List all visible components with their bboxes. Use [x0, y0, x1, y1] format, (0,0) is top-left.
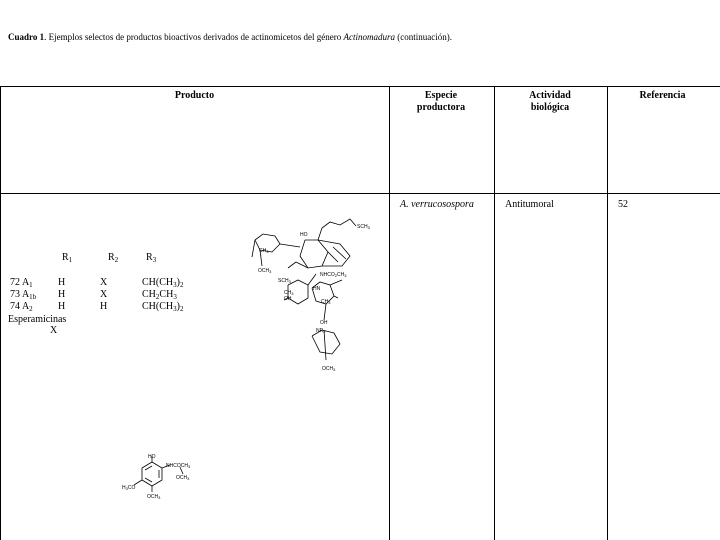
label-och3-left: $OCH_3$ [258, 268, 272, 274]
label-oh-mid: OH [284, 296, 292, 302]
compound-r2: X [100, 289, 108, 300]
table-caption [8, 31, 708, 43]
label-ch3-right: $CH_3$ [321, 299, 331, 305]
compound-r3: $CH_2CH_3$ [142, 289, 177, 301]
col-header-r1: $R_1$ [62, 252, 73, 264]
header-especie: Especie productora [416, 90, 466, 113]
label-hn: HN [313, 286, 321, 292]
table-top-border [0, 86, 720, 87]
col-divider-2 [494, 86, 495, 540]
label-nr2: $NR_2$ [316, 328, 326, 334]
compound-r2: H [100, 301, 108, 312]
x-label: X [50, 325, 58, 336]
caption-genus: Actinomadura [343, 32, 396, 42]
cell-actividad: Antitumoral [505, 199, 554, 210]
label-oh-low: OH [320, 320, 328, 326]
caption-text-end: (continuación). [395, 32, 452, 42]
species-name: A. verrucosospora [400, 199, 474, 210]
label-och3-bottom: $OCH_3$ [322, 366, 336, 372]
label-nhco2ch3: $NHCO_2CH_3$ [320, 272, 347, 278]
label-x-h3co: $H_3CO$ [122, 485, 136, 491]
table-header-divider [0, 193, 720, 194]
col-divider-1 [389, 86, 390, 540]
compound-r2: X [100, 277, 108, 288]
compound-r1: H [58, 289, 66, 300]
compound-r3: $CH(CH_3)_2$ [142, 277, 184, 289]
col-divider-3 [607, 86, 608, 540]
cell-referencia: 52 [618, 199, 628, 210]
col-header-r2: $R_2$ [108, 252, 119, 264]
caption-label: Cuadro 1 [8, 32, 45, 42]
compound-label: 72 $A_1$ [10, 277, 33, 289]
label-sch3-mid: $SCH_3$ [278, 278, 291, 284]
family-name: Esperamicinas [8, 314, 67, 325]
label-x-och3-right: $OCH_3$ [176, 475, 190, 481]
header-actividad: Actividad biológica [529, 90, 571, 113]
header-referencia: Referencia [639, 90, 686, 101]
caption-text: . Ejemplos selectos de productos bioactivos derivados de actinomicetos del género [44, 32, 344, 42]
compound-r1: H [58, 301, 66, 312]
label-x-och3-bottom: $OCH_3$ [147, 494, 161, 500]
table-left-border [0, 86, 1, 540]
compound-r3: $CH(CH_3)_2$ [142, 301, 184, 313]
label-x-ho: HO [148, 454, 156, 460]
label-ch3-mid: $CH_3$ [284, 290, 294, 296]
col-header-r3: $R_3$ [146, 252, 157, 264]
label-ch3-left: $CH_3$ [259, 248, 269, 254]
label-sch3: $SCH_3$ [357, 224, 370, 230]
compound-label: 74 $A_2$ [10, 301, 33, 313]
cell-especie [400, 199, 474, 211]
header-producto: Producto [174, 90, 215, 101]
label-ho: HO [300, 232, 308, 238]
compound-label: 73 $A_{1b}$ [10, 289, 37, 301]
compound-r1: H [58, 277, 66, 288]
label-x-nhcoch3: $NHCOCH_3$ [166, 463, 191, 469]
